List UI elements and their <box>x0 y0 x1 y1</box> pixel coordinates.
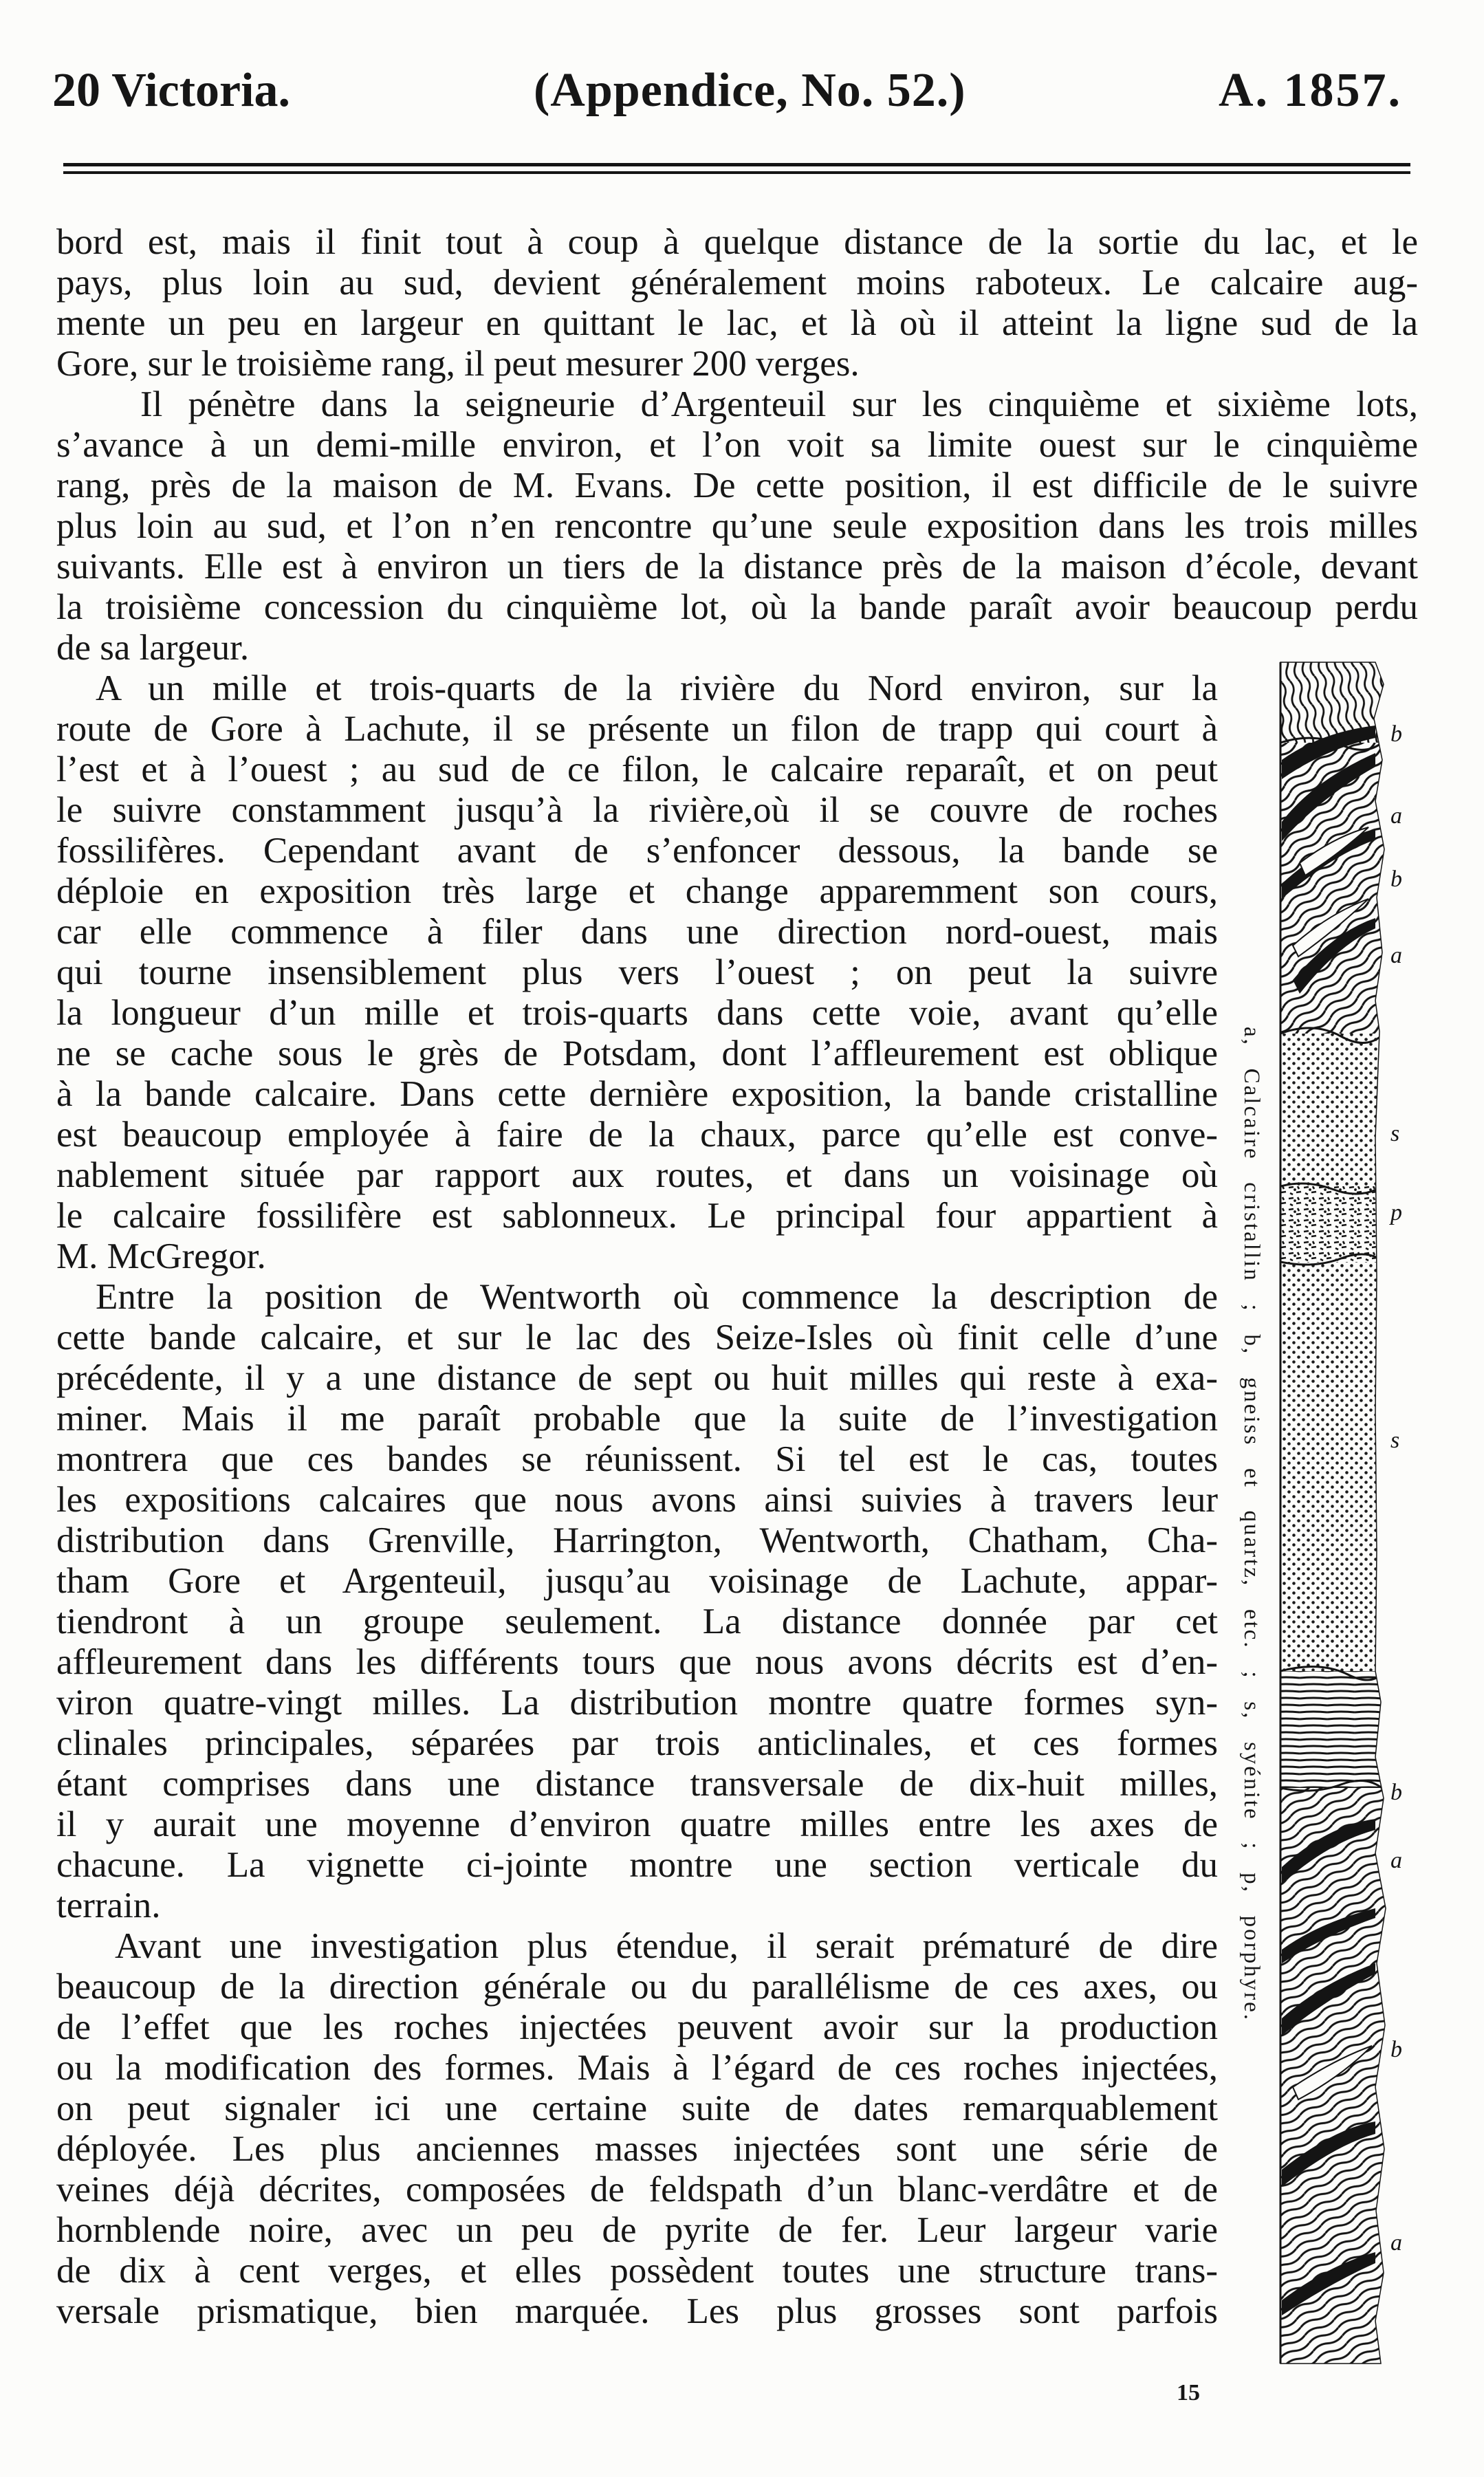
text-line: affleurement dans les différents tours que nous avons décrits est d’en- <box>56 1642 1218 1682</box>
text-line: on peut signaler ici une certaine suite de dates remarquablement <box>56 2088 1218 2128</box>
header-rule-top <box>63 163 1410 166</box>
text-line: le suivre constamment jusqu’à la rivière,où il se couvre de roches <box>56 790 1218 830</box>
syenite-band-lower <box>1272 1262 1410 1671</box>
text-line: chacune. La vignette ci-jointe montre une section verticale du <box>56 1845 1218 1885</box>
paragraph-1 <box>56 222 1418 384</box>
text-line: les expositions calcaires que nous avons ainsi suivies à travers leur <box>56 1480 1218 1520</box>
text-line: l’est et à l’ouest ; au sud de ce filon, le calcaire reparaît, et on peut <box>56 750 1218 789</box>
text-line: nablement située par rapport aux routes, et dans un voisinage où <box>56 1155 1218 1195</box>
figure-label: b <box>1390 2037 1402 2062</box>
figure-label: p <box>1390 1200 1402 1225</box>
paragraph-5 <box>56 1926 1418 2332</box>
text-line: terrain. <box>56 1886 161 1925</box>
text-line: montrera que ces bandes se réunissent. Si tel est le cas, toutes <box>56 1439 1218 1479</box>
text-line: tham Gore et Argenteuil, jusqu’au voisinage de Lachute, appar- <box>56 1561 1218 1601</box>
geological-section-figure <box>1272 657 1410 2369</box>
figure-label: s <box>1390 1428 1400 1453</box>
text-line: Avant une investigation plus étendue, il serait prématuré de dire <box>115 1926 1218 1966</box>
paragraph-4 <box>56 1277 1418 1926</box>
text-line: de sa largeur. <box>56 628 250 668</box>
figure-label: s <box>1390 1121 1400 1146</box>
text-line: veines déjà décrites, composées de feldspath d’un blanc-verdâtre et de <box>56 2170 1218 2209</box>
text-line: ne se cache sous le grès de Potsdam, dont l’affleurement est oblique <box>56 1034 1218 1073</box>
text-line: le calcaire fossilifère est sablonneux. Le principal four appartient à <box>56 1196 1218 1236</box>
text-line: à la bande calcaire. Dans cette dernière exposition, la bande cristalline <box>56 1074 1218 1114</box>
text-line: car elle commence à filer dans une direction nord-ouest, mais <box>56 912 1218 952</box>
text-line: versale prismatique, bien marquée. Les plus grosses sont parfois <box>56 2291 1218 2331</box>
figure-label: b <box>1390 1780 1402 1805</box>
text-line: déployée. Les plus anciennes masses injectées sont une série de <box>56 2129 1218 2169</box>
running-head-year: A. 1857. <box>1219 64 1403 117</box>
text-line: rang, près de la maison de M. Evans. De cette position, il est difficile de le suivre <box>56 466 1418 505</box>
text-line: s’avance à un demi-mille environ, et l’on voit sa limite ouest sur le cinquième <box>56 425 1418 465</box>
text-line: plus loin au sud, et l’on n’en rencontre qu’une seule exposition dans les trois milles <box>56 506 1418 546</box>
text-line: déploie en exposition très large et change apparemment son cours, <box>56 871 1218 911</box>
text-line: miner. Mais il me paraît probable que la suite de l’investigation <box>56 1399 1218 1439</box>
text-line: Entre la position de Wentworth où commence la description de <box>96 1277 1218 1317</box>
text-line: de l’effet que les roches injectées peuvent avoir sur la production <box>56 2007 1218 2047</box>
figure-caption: a, Calcaire cristallin ; b, gneiss et quartz, etc. ; s, syénite ; p, porphyre. <box>1239 1027 1264 2022</box>
text-line: Il pénètre dans la seigneurie d’Argenteuil sur les cinquième et sixième lots, <box>140 384 1418 424</box>
figure-label: a <box>1390 803 1402 829</box>
text-line: M. McGregor. <box>56 1236 266 1276</box>
figure-label: a <box>1390 1848 1402 1873</box>
figure-label: b <box>1390 721 1402 747</box>
text-line: tiendront à un groupe seulement. La distance donnée par cet <box>56 1602 1218 1641</box>
text-line: viron quatre-vingt milles. La distribution montre quatre formes syn- <box>56 1683 1218 1723</box>
text-line: clinales principales, séparées par trois anticlinales, et ces formes <box>56 1723 1218 1763</box>
porphyry-band <box>1272 1186 1410 1262</box>
running-head-session: 20 Victoria. <box>52 64 291 117</box>
text-line: pays, plus loin au sud, devient généralement moins raboteux. Le calcaire aug- <box>56 263 1418 303</box>
figure-label: b <box>1390 866 1402 892</box>
text-line: hornblende noire, avec un peu de pyrite de fer. Leur largeur varie <box>56 2210 1218 2250</box>
gneiss-strata-banded <box>1272 1671 1410 1788</box>
text-line: de dix à cent verges, et elles possèdent toutes une structure trans- <box>56 2251 1218 2291</box>
paragraph-3 <box>56 668 1418 1277</box>
text-line: la longueur d’un mille et trois-quarts dans cette voie, avant qu’elle <box>56 993 1218 1033</box>
text-line: précédente, il y a une distance de sept ou huit milles qui reste à exa- <box>56 1358 1218 1398</box>
text-line: étant comprises dans une distance transversale de dix-huit milles, <box>56 1764 1218 1804</box>
text-line: A un mille et trois-quarts de la rivière du Nord environ, sur la <box>96 668 1218 708</box>
text-line: cette bande calcaire, et sur le lac des Seize-Isles où finit celle d’une <box>56 1318 1218 1357</box>
page-number: 15 <box>1177 2380 1200 2405</box>
text-line: suivants. Elle est à environ un tiers de la distance près de la maison d’école, devant <box>56 547 1418 587</box>
text-line: mente un peu en largeur en quittant le lac, et là où il atteint la ligne sud de la <box>56 303 1418 343</box>
body-text <box>56 222 1418 2332</box>
text-line: beaucoup de la direction générale ou du parallélisme de ces axes, ou <box>56 1967 1218 2007</box>
text-line: Gore, sur le troisième rang, il peut mesurer 200 verges. <box>56 344 860 384</box>
text-line: est beaucoup employée à faire de la chaux, parce qu’elle est conve- <box>56 1115 1218 1155</box>
text-line: la troisième concession du cinquième lot, où la bande paraît avoir beaucoup perdu <box>56 587 1418 627</box>
text-line: qui tourne insensiblement plus vers l’ouest ; on peut la suivre <box>56 952 1218 992</box>
running-head-appendix: (Appendice, No. 52.) <box>534 64 966 117</box>
gneiss-strata-top <box>1272 657 1410 743</box>
text-line: il y aurait une moyenne d’environ quatre milles entre les axes de <box>56 1804 1218 1844</box>
figure-label: a <box>1390 2230 1402 2256</box>
figure-label: a <box>1390 943 1402 968</box>
syenite-band-upper <box>1272 1034 1410 1186</box>
paragraph-2 <box>56 384 1418 668</box>
text-line: route de Gore à Lachute, il se présente un filon de trapp qui court à <box>56 709 1218 749</box>
gneiss-limestone-strata-lower <box>1272 1788 1410 2369</box>
text-line: bord est, mais il finit tout à coup à quelque distance de la sortie du lac, et le <box>56 222 1418 262</box>
header-rule-bottom <box>63 171 1410 174</box>
text-line: fossilifères. Cependant avant de s’enfoncer dessous, la bande se <box>56 831 1218 871</box>
text-line: distribution dans Grenville, Harrington, Wentworth, Chatham, Cha- <box>56 1520 1218 1560</box>
text-line: ou la modification des formes. Mais à l’égard de ces roches injectées, <box>56 2048 1218 2088</box>
